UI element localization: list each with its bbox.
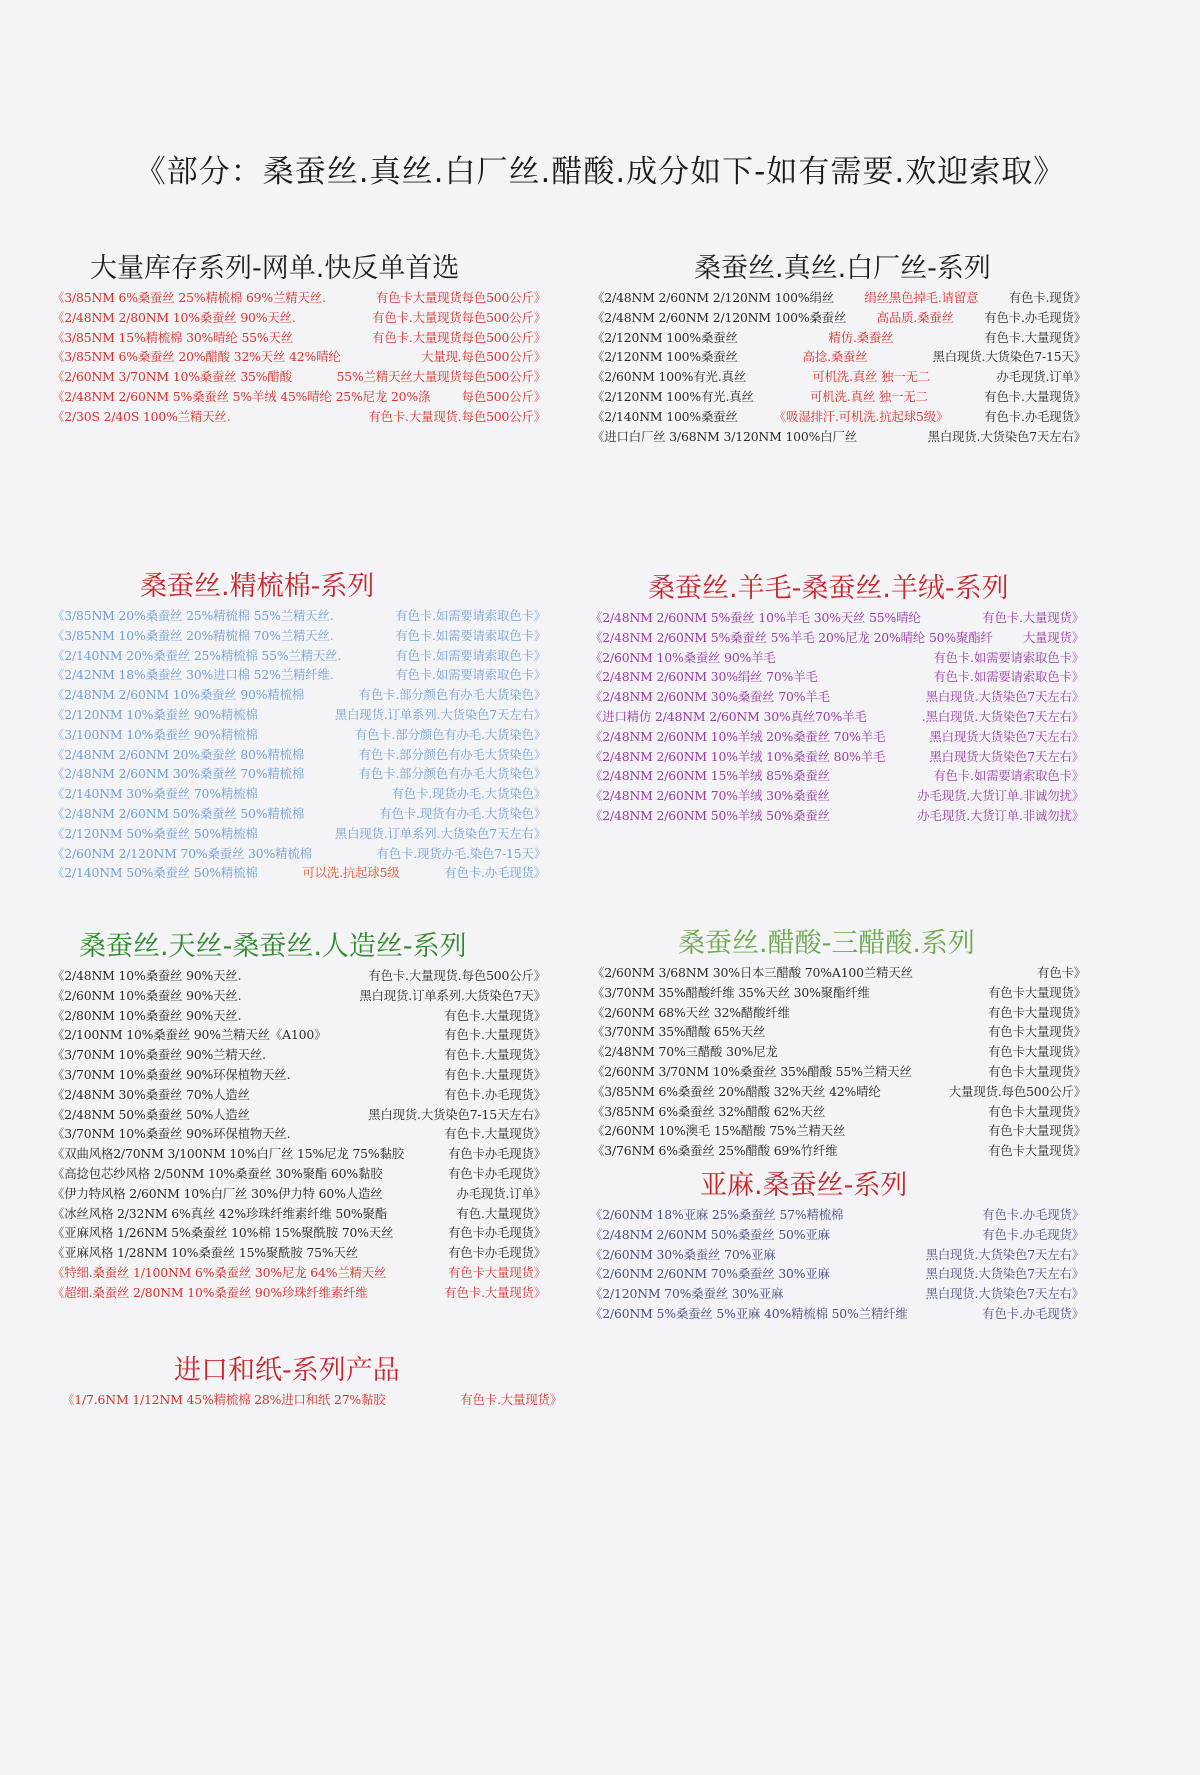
spec-remark: 黑白现货.大货染色7天左右》	[927, 428, 1086, 444]
section-title: 桑蚕丝.真丝.白厂丝-系列	[694, 253, 991, 284]
spec-row	[52, 745, 546, 765]
spec-row	[592, 347, 1086, 367]
spec-remark: 有色卡.办毛现货》	[444, 1086, 546, 1102]
spec-row	[52, 725, 546, 745]
spec-text: 《2/48NM 2/60NM 10%羊绒 20%桑蚕丝 70%羊毛	[590, 728, 886, 744]
spec-row	[592, 1062, 1086, 1082]
spec-row	[592, 367, 1086, 387]
section-silk	[592, 252, 1086, 446]
spec-row	[52, 784, 546, 804]
spec-row	[52, 705, 546, 725]
spec-text: 《3/85NM 6%桑蚕丝 32%醋酸 62%天丝	[592, 1103, 826, 1119]
spec-remark: 有色卡.大量现货每色500公斤》	[372, 329, 546, 345]
spec-row	[590, 1304, 1084, 1324]
spec-remark: 有色卡办毛现货》	[448, 1225, 546, 1241]
spec-row	[590, 608, 1084, 628]
spec-text: 《3/100NM 10%桑蚕丝 90%精梳棉	[52, 726, 258, 742]
spec-remark: 有色卡.现货办毛.染色7-15天》	[376, 845, 546, 861]
spec-remark: 有色卡办毛现货》	[448, 1165, 546, 1181]
spec-text: 《进口精仿 2/48NM 2/60NM 30%真丝70%羊毛	[590, 708, 867, 724]
spec-remark: 有色卡.现货有办毛.大货染色》	[379, 805, 546, 821]
spec-text: 《2/48NM 2/60NM 15%羊绒 85%桑蚕丝	[590, 768, 830, 784]
spec-text: 《2/48NM 2/60NM 10%羊绒 10%桑蚕丝 80%羊毛	[590, 748, 886, 764]
section-cotton	[52, 570, 546, 883]
spec-text: 《2/60NM 10%澳毛 15%醋酸 75%兰精天丝	[592, 1123, 846, 1139]
section-title: 桑蚕丝.天丝-桑蚕丝.人造丝-系列	[79, 931, 467, 962]
spec-row	[52, 824, 546, 844]
spec-text: 《2/48NM 2/60NM 50%桑蚕丝 50%亚麻	[590, 1226, 830, 1242]
spec-row	[52, 1045, 546, 1065]
spec-row	[592, 1141, 1086, 1161]
spec-row	[590, 707, 1084, 727]
spec-remark: 有色卡.办毛现货》	[982, 1226, 1084, 1242]
spec-remark: 有色卡.大量现货》	[460, 1392, 562, 1407]
spec-text: 《2/140NM 30%桑蚕丝 70%精梳棉	[52, 786, 258, 802]
spec-row	[590, 1264, 1084, 1284]
spec-note: 《吸湿排汗.可机洗.抗起球5级》	[773, 408, 949, 424]
spec-row	[52, 1025, 546, 1045]
spec-remark: 有色卡.大量现货》	[444, 1047, 546, 1063]
spec-note: 可机洗.真丝 独一无二	[810, 388, 928, 404]
spec-row	[592, 387, 1086, 407]
spec-text: 《2/48NM 50%桑蚕丝 50%人造丝	[52, 1106, 250, 1122]
spec-row	[590, 727, 1084, 747]
spec-remark: 有色卡.部分颜色有办毛大货染色》	[358, 766, 546, 782]
spec-row	[592, 1042, 1086, 1062]
spec-text: 《2/60NM 3/70NM 10%桑蚕丝 35%醋酸 55%兰精天丝	[592, 1063, 912, 1079]
spec-text: 《2/48NM 2/60NM 50%羊绒 50%桑蚕丝	[590, 807, 830, 823]
spec-text: 《2/60NM 2/60NM 70%桑蚕丝 30%亚麻	[590, 1266, 830, 1282]
spec-text: 《2/48NM 2/60NM 2/120NM 100%绢丝	[592, 290, 835, 305]
spec-text: 《2/48NM 2/60NM 5%桑蚕丝 5%羊绒 45%晴纶 25%尼龙 20%涤	[52, 388, 431, 404]
spec-remark: 有色卡大量现货》	[988, 1024, 1086, 1040]
spec-remark: 黑白现货.大货染色7天左右》	[925, 1266, 1084, 1282]
spec-text: 《2/48NM 2/60NM 30%绢丝 70%羊毛	[590, 669, 818, 685]
spec-remark: 有色卡.大量现货》	[444, 1066, 546, 1082]
spec-text: 《2/60NM 30%桑蚕丝 70%亚麻	[590, 1246, 776, 1262]
spec-row	[590, 786, 1084, 806]
spec-remark: 55%兰精天丝大量现货每色500公斤》	[336, 369, 546, 385]
spec-row	[52, 1124, 546, 1144]
spec-text: 《2/60NM 68%天丝 32%醋酸纤维	[592, 1004, 790, 1020]
spec-row	[52, 804, 546, 824]
spec-text: 《2/120NM 10%桑蚕丝 90%精梳棉	[52, 706, 258, 722]
spec-row	[592, 1003, 1086, 1023]
spec-text: 《2/120NM 100%桑蚕丝	[592, 329, 738, 345]
spec-text: 《3/70NM 10%桑蚕丝 90%兰精天丝.	[52, 1047, 266, 1063]
spec-text: 《3/85NM 6%桑蚕丝 20%醋酸 32%天丝 42%晴纶	[592, 1083, 881, 1099]
spec-text: 《冰丝风格 2/32NM 6%真丝 42%珍珠纤维素纤维 50%聚酯	[52, 1205, 387, 1221]
spec-row	[590, 667, 1084, 687]
spec-remark: 有色卡.部分颜色有办毛大货染色》	[358, 687, 546, 703]
spec-remark: 大量现.每色500公斤》	[421, 349, 546, 365]
spec-row	[592, 407, 1086, 427]
spec-remark: 黑白现货大货染色7天左右》	[929, 748, 1084, 764]
spec-text: 《3/70NM 10%桑蚕丝 90%环保植物天丝.	[52, 1066, 291, 1082]
spec-remark: 有色卡.如需要请索取色卡》	[933, 669, 1084, 685]
spec-remark: 办毛现货.大货订单.非诚勿扰》	[917, 807, 1084, 823]
spec-text: 《2/60NM 3/68NM 30%日本三醋酸 70%A100兰精天丝	[592, 965, 913, 980]
spec-text: 《3/70NM 35%醋酸 65%天丝	[592, 1024, 766, 1040]
spec-row	[592, 288, 1086, 308]
spec-row	[590, 1205, 1084, 1225]
spec-text: 《进口白厂丝 3/68NM 3/120NM 100%白厂丝	[592, 428, 857, 444]
spec-remark: 有色卡.如需要请索取色卡》	[395, 667, 546, 683]
spec-text: 《2/48NM 2/80NM 10%桑蚕丝 90%天丝.	[52, 309, 296, 325]
spec-row	[590, 747, 1084, 767]
spec-text: 《伊力特风格 2/60NM 10%白厂丝 30%伊力特 60%人造丝	[52, 1185, 383, 1201]
spec-text: 《2/48NM 2/60NM 5%桑蚕丝 5%羊毛 20%尼龙 20%晴纶 50%聚酯纤	[590, 629, 993, 645]
spec-text: 《2/60NM 10%桑蚕丝 90%天丝.	[52, 987, 242, 1003]
spec-row	[52, 328, 546, 348]
spec-row	[52, 1204, 546, 1224]
spec-row	[52, 626, 546, 646]
spec-remark: 有色卡.办毛现货》	[984, 408, 1086, 424]
spec-row	[592, 1102, 1086, 1122]
spec-row	[592, 427, 1086, 447]
spec-row	[592, 308, 1086, 328]
spec-remark: 有色卡办毛现货》	[448, 1245, 546, 1261]
spec-row	[52, 966, 546, 986]
spec-text: 《2/100NM 10%桑蚕丝 90%兰精天丝《A100》	[52, 1027, 327, 1043]
spec-text: 《高捻包芯纱风格 2/50NM 10%桑蚕丝 30%聚酯 60%黏胶	[52, 1165, 383, 1181]
spec-text: 《2/120NM 100%桑蚕丝	[592, 349, 738, 365]
spec-text: 《2/140NM 100%桑蚕丝	[592, 408, 738, 424]
spec-remark: 有色卡.大量现货.每色500公斤》	[368, 968, 546, 983]
spec-text: 《2/48NM 2/60NM 30%桑蚕丝 70%精梳棉	[52, 766, 305, 782]
spec-row	[52, 1105, 546, 1125]
spec-remark: 有色卡.如需要请索取色卡》	[395, 647, 546, 663]
spec-row	[592, 1121, 1086, 1141]
spec-text: 《2/48NM 2/60NM 10%桑蚕丝 90%精梳棉	[52, 687, 305, 703]
spec-remark: 有色卡大量现货》	[988, 1063, 1086, 1079]
spec-row	[592, 1022, 1086, 1042]
spec-remark: 黑白现货.大货染色7-15天左右》	[368, 1106, 546, 1122]
spec-row	[52, 863, 546, 883]
spec-remark: 办毛现货.大货订单.非诚勿扰》	[917, 788, 1084, 804]
spec-row	[52, 685, 546, 705]
spec-remark: .黑白现货.大货染色7天左右》	[921, 708, 1084, 724]
spec-remark: 有色卡.办毛现货》	[984, 309, 1086, 325]
spec-remark: 有色卡.现货》	[1008, 290, 1086, 305]
spec-remark: 有色卡.大量现货》	[984, 388, 1086, 404]
spec-remark: 有色卡大量现货》	[988, 1103, 1086, 1119]
spec-text: 《2/48NM 30%桑蚕丝 70%人造丝	[52, 1086, 250, 1102]
spec-text: 《特细.桑蚕丝 1/100NM 6%桑蚕丝 30%尼龙 64%兰精天丝	[52, 1264, 387, 1280]
spec-text: 《亚麻风格 1/28NM 10%桑蚕丝 15%聚酰胺 75%天丝	[52, 1245, 359, 1261]
spec-row	[590, 648, 1084, 668]
spec-row	[590, 1225, 1084, 1245]
spec-note: 绢丝黑色掉毛.请留意	[864, 290, 979, 305]
spec-row	[52, 1085, 546, 1105]
spec-text: 《双曲风格2/70NM 3/100NM 10%白厂丝 15%尼龙 75%黏胶	[52, 1146, 404, 1162]
spec-remark: 黑白现货.订单系列.大货染色7天左右》	[334, 825, 546, 841]
spec-text: 《2/60NM 100%有光.真丝	[592, 369, 747, 385]
spec-row	[52, 986, 546, 1006]
spec-note: 精仿.桑蚕丝	[828, 329, 894, 345]
spec-row	[592, 328, 1086, 348]
spec-row	[52, 646, 546, 666]
section-linen	[590, 1169, 1084, 1324]
section-title: 进口和纸-系列产品	[174, 1355, 400, 1386]
spec-remark: 有色卡.大量现货》	[444, 1126, 546, 1142]
spec-row	[592, 1082, 1086, 1102]
spec-remark: 有色卡.大量现货》	[984, 329, 1086, 345]
section-paper	[62, 1354, 562, 1410]
section-title: 大量库存系列-网单.快反单首选	[90, 253, 460, 284]
spec-text: 《2/48NM 10%桑蚕丝 90%天丝.	[52, 968, 242, 983]
spec-remark: 有色卡大量现货每色500公斤》	[375, 290, 546, 305]
spec-row	[52, 1164, 546, 1184]
spec-text: 《2/30S 2/40S 100%兰精天丝.	[52, 408, 231, 424]
spec-remark: 办毛现货.订单》	[456, 1185, 546, 1201]
spec-text: 《2/48NM 70%三醋酸 30%尼龙	[592, 1044, 778, 1060]
spec-text: 《2/48NM 2/60NM 30%桑蚕丝 70%羊毛	[590, 689, 830, 705]
spec-row	[590, 687, 1084, 707]
spec-text: 《3/85NM 10%桑蚕丝 20%精梳棉 70%兰精天丝.	[52, 627, 334, 643]
spec-row	[52, 1006, 546, 1026]
spec-text: 《2/48NM 2/60NM 20%桑蚕丝 80%精梳棉	[52, 746, 305, 762]
spec-remark: 黑白现货.大货染色7-15天》	[932, 349, 1086, 365]
spec-row	[52, 764, 546, 784]
spec-text: 《2/140NM 20%桑蚕丝 25%精梳棉 55%兰精天丝.	[52, 647, 342, 663]
spec-text: 《2/48NM 2/60NM 70%羊绒 30%桑蚕丝	[590, 788, 830, 804]
spec-text: 《2/60NM 2/120NM 70%桑蚕丝 30%精梳棉	[52, 845, 312, 861]
spec-row	[52, 1065, 546, 1085]
spec-remark: 有色卡大量现货》	[988, 984, 1086, 1000]
spec-text: 《2/60NM 5%桑蚕丝 5%亚麻 40%精梳棉 50%兰精纤维	[590, 1305, 908, 1321]
spec-row	[52, 308, 546, 328]
spec-row	[52, 367, 546, 387]
spec-remark: 有色卡.大量现货》	[444, 1027, 546, 1043]
spec-remark: 有色卡.如需要请索取色卡》	[933, 649, 1084, 665]
spec-remark: 有色卡.办毛现货》	[444, 865, 546, 881]
spec-remark: 大量现货》	[1022, 629, 1084, 645]
spec-remark: 有色卡.大量现货》	[444, 1284, 546, 1300]
spec-text: 《2/60NM 18%亚麻 25%桑蚕丝 57%精梳棉	[590, 1207, 844, 1222]
spec-row	[52, 347, 546, 367]
spec-row	[590, 1284, 1084, 1304]
spec-text: 《2/120NM 50%桑蚕丝 50%精梳棉	[52, 825, 258, 841]
spec-remark: 有色卡》	[1037, 965, 1086, 980]
spec-remark: 有色卡大量现货》	[988, 1004, 1086, 1020]
spec-remark: 有色卡.现货办毛.大货染色》	[391, 786, 546, 802]
spec-row	[52, 844, 546, 864]
spec-text: 《2/42NM 18%桑蚕丝 30%进口棉 52%兰精纤维.	[52, 667, 334, 683]
spec-row	[52, 665, 546, 685]
spec-remark: 有色卡.如需要请索取色卡》	[395, 608, 546, 623]
spec-remark: 有色卡.大量现货》	[444, 1007, 546, 1023]
spec-row	[62, 1390, 562, 1410]
spec-row	[590, 806, 1084, 826]
spec-remark: 有色卡办毛现货》	[448, 1146, 546, 1162]
spec-remark: 黑白现货.大货染色7天左右》	[925, 1286, 1084, 1302]
spec-note: 高捻.桑蚕丝	[802, 349, 868, 365]
spec-text: 《3/70NM 35%醋酸纤维 35%天丝 30%聚酯纤维	[592, 984, 870, 1000]
spec-remark: 有色卡.如需要请索取色卡》	[933, 768, 1084, 784]
spec-row	[592, 963, 1086, 983]
spec-remark: 黑白现货.订单系列.大货染色7天左右》	[334, 706, 546, 722]
page-title: 《部分：桑蚕丝.真丝.白厂丝.醋酸.成分如下-如有需要.欢迎索取》	[134, 154, 1066, 190]
spec-remark: 有色卡.大量现货.每色500公斤》	[368, 408, 546, 424]
section-title: 亚麻.桑蚕丝-系列	[700, 1170, 908, 1201]
spec-remark: 黑白现货.订单系列.大货染色7天》	[359, 987, 546, 1003]
spec-remark: 有色卡.部分颜色有办毛.大货染色》	[354, 726, 546, 742]
spec-remark: 有色卡大量现货》	[988, 1044, 1086, 1060]
spec-remark: 有色卡.大量现货每色500公斤》	[372, 309, 546, 325]
spec-text: 《2/60NM 3/70NM 10%桑蚕丝 35%醋酸	[52, 369, 292, 385]
spec-text: 《2/48NM 2/60NM 5%蚕丝 10%羊毛 30%天丝 55%晴纶	[590, 610, 921, 625]
spec-text: 《2/120NM 70%桑蚕丝 30%亚麻	[590, 1286, 784, 1302]
spec-remark: 有色卡.如需要请索取色卡》	[395, 627, 546, 643]
spec-note: 可以洗.抗起球5级	[302, 865, 400, 881]
spec-remark: 黑白现货.大货染色7天左右》	[925, 689, 1084, 705]
section-title: 桑蚕丝.醋酸-三醋酸.系列	[678, 928, 975, 959]
spec-row	[52, 1283, 546, 1303]
spec-row	[592, 983, 1086, 1003]
spec-remark: 每色500公斤》	[461, 388, 546, 404]
spec-remark: 黑白现货大货染色7天左右》	[929, 728, 1084, 744]
spec-row	[52, 1263, 546, 1283]
spec-text: 《3/76NM 6%桑蚕丝 25%醋酸 69%竹纤维	[592, 1143, 838, 1159]
spec-row	[590, 628, 1084, 648]
spec-row	[52, 1223, 546, 1243]
spec-row	[52, 1243, 546, 1263]
section-acetate	[592, 927, 1086, 1161]
spec-text: 《2/140NM 50%桑蚕丝 50%精梳棉	[52, 865, 258, 881]
spec-text: 《3/85NM 6%桑蚕丝 20%醋酸 32%天丝 42%晴纶	[52, 349, 341, 365]
spec-remark: 有色.大量现货》	[456, 1205, 546, 1221]
spec-remark: 有色卡大量现货》	[988, 1123, 1086, 1139]
spec-text: 《2/80NM 10%桑蚕丝 90%天丝.	[52, 1007, 242, 1023]
spec-note: 可机洗.真丝 独一无二	[812, 369, 931, 385]
spec-row	[52, 606, 546, 626]
spec-text: 《2/120NM 100%有光.真丝	[592, 388, 754, 404]
spec-text: 《3/85NM 6%桑蚕丝 25%精梳棉 69%兰精天丝.	[52, 290, 326, 305]
spec-text: 《超细.桑蚕丝 2/80NM 10%桑蚕丝 90%珍珠纤维素纤维	[52, 1284, 368, 1300]
spec-text: 《1/7.6NM 1/12NM 45%精梳棉 28%进口和纸 27%黏胶	[62, 1392, 386, 1407]
section-wool	[590, 572, 1084, 826]
spec-remark: 有色卡大量现货》	[448, 1264, 546, 1280]
section-title: 桑蚕丝.精梳棉-系列	[140, 571, 375, 602]
spec-row	[52, 1184, 546, 1204]
spec-text: 《2/48NM 2/60NM 2/120NM 100%桑蚕丝	[592, 309, 847, 325]
spec-remark: 黑白现货.大货染色7天左右》	[925, 1246, 1084, 1262]
spec-text: 《3/85NM 15%精梳棉 30%晴纶 55%天丝	[52, 329, 294, 345]
spec-text: 《2/60NM 10%桑蚕丝 90%羊毛	[590, 649, 776, 665]
section-title: 桑蚕丝.羊毛-桑蚕丝.羊绒-系列	[648, 573, 1009, 604]
section-stock	[52, 252, 546, 427]
spec-row	[590, 766, 1084, 786]
section-tencel	[52, 930, 546, 1303]
spec-text: 《3/85NM 20%桑蚕丝 25%精梳棉 55%兰精天丝.	[52, 608, 334, 623]
spec-row	[52, 1144, 546, 1164]
spec-remark: 办毛现货.订单》	[996, 369, 1086, 385]
spec-text: 《3/70NM 10%桑蚕丝 90%环保植物天丝.	[52, 1126, 291, 1142]
spec-remark: 有色卡.办毛现货》	[982, 1305, 1084, 1321]
spec-note: 高品质.桑蚕丝	[876, 309, 954, 325]
spec-remark: 有色卡.大量现货》	[982, 610, 1084, 625]
spec-row	[590, 1245, 1084, 1265]
spec-row	[52, 288, 546, 308]
spec-row	[52, 387, 546, 407]
spec-remark: 大量现货.每色500公斤》	[948, 1083, 1086, 1099]
spec-remark: 有色卡.部分颜色有办毛大货染色》	[358, 746, 546, 762]
spec-row	[52, 407, 546, 427]
spec-text: 《亚麻风格 1/26NM 5%桑蚕丝 10%棉 15%聚酰胺 70%天丝	[52, 1225, 394, 1241]
spec-text: 《2/48NM 2/60NM 50%桑蚕丝 50%精梳棉	[52, 805, 305, 821]
spec-remark: 有色卡.办毛现货》	[982, 1207, 1084, 1222]
spec-remark: 有色卡大量现货》	[988, 1143, 1086, 1159]
